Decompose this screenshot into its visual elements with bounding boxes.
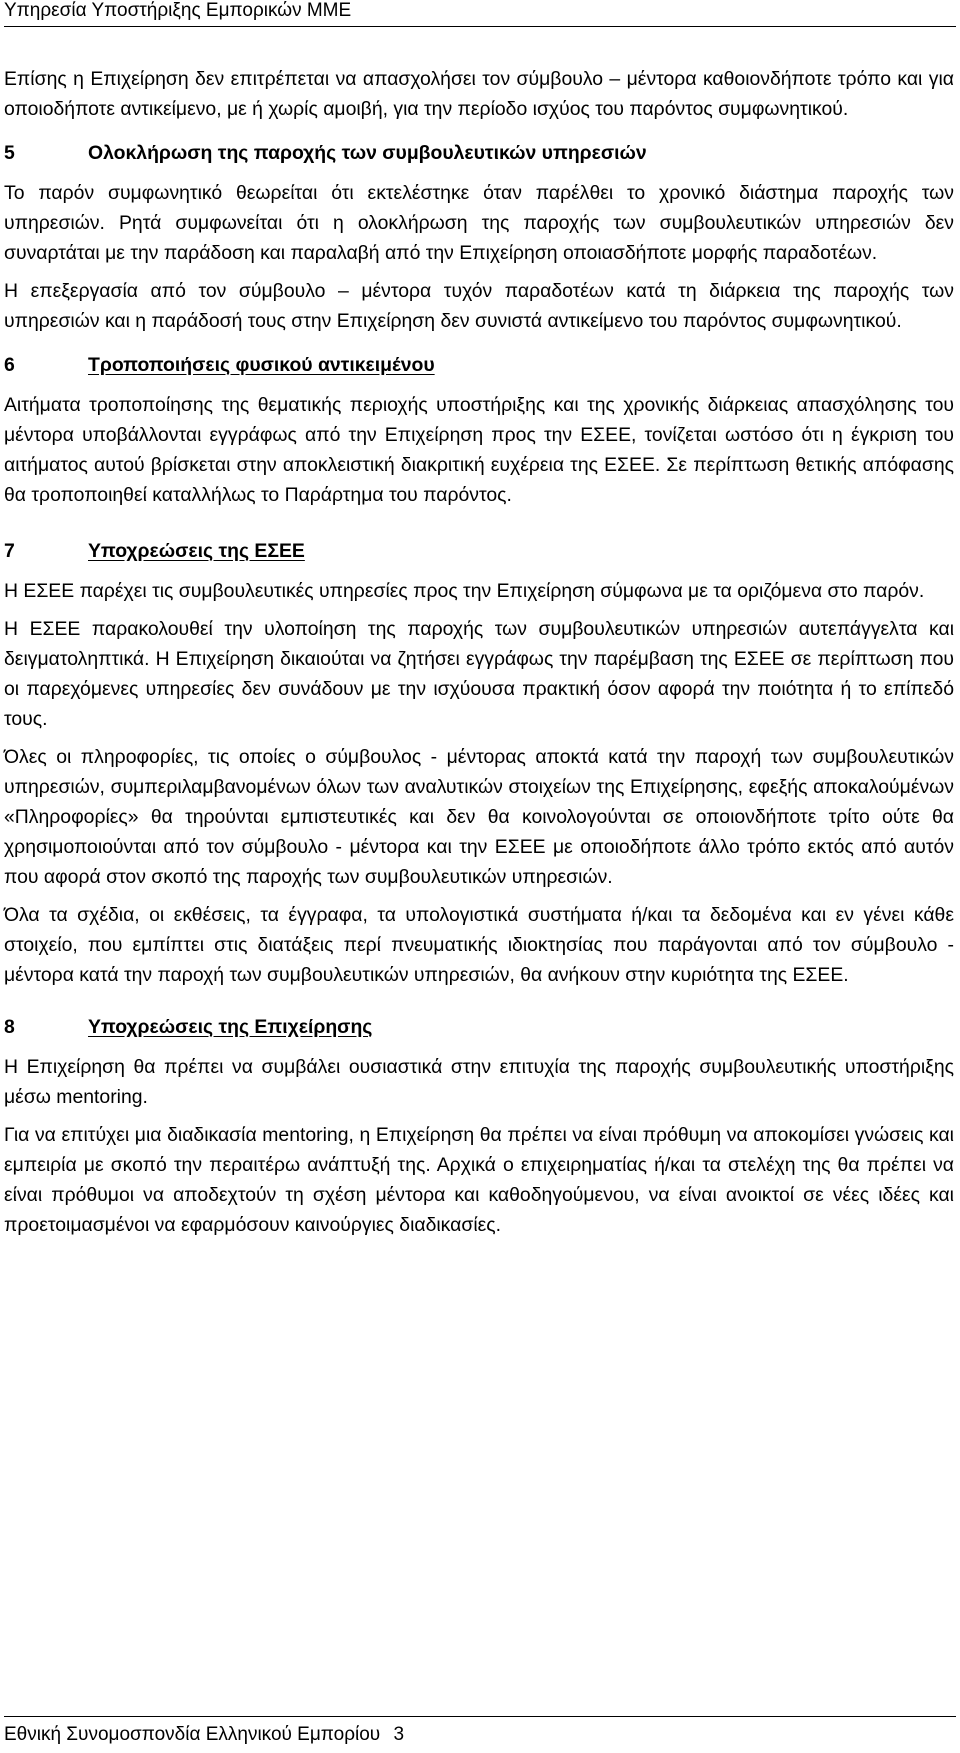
section-number: 5	[4, 142, 15, 164]
section-8-paragraph-1: Η Επιχείρηση θα πρέπει να συμβάλει ουσιαστικά στην επιτυχία της παροχής συμβουλευτικής υποστήριξης μέσω mentoring.	[4, 1056, 954, 1108]
footer-text	[4, 1724, 404, 1746]
section-7-paragraph-2: Η ΕΣΕΕ παρακολουθεί την υλοποίηση της παροχής των συμβουλευτικών υπηρεσιών αυτεπάγγελτα και δειγματοληπτικά. Η Επιχείρηση δικαιούται να ζητήσει εγγράφως την παρέμβαση της ΕΣΕΕ σε περίπτωση που οι παρεχόμενες υπηρεσίες δεν συνάδουν με την ισχύουσα πρακτική όσον αφορά την ποιότητα ή το επίπεδό τους.	[4, 618, 954, 730]
document-body	[4, 64, 954, 1254]
page-number: 3	[393, 1724, 405, 1745]
section-heading-7	[4, 536, 954, 566]
section-8-paragraph-2: Για να επιτύχει μια διαδικασία mentoring, η Επιχείρηση θα πρέπει να είναι πρόθυμη να αποκομίσει γνώσεις και εμπειρία με σκοπό την περαιτέρω ανάπτυξή της. Αρχικά ο επιχειρηματίας ή/και τα στελέχη της θα πρέπει να είναι πρόθυμοι να αποδεχτούν τη σχέση μέντορα και καθοδηγούμενου, να είναι ανοικτοί σε νέες ιδέες και προετοιμασμένοι να εφαρμόσουν καινούργιες διαδικασίες.	[4, 1124, 954, 1236]
section-title: Τροποποιήσεις φυσικού αντικειμένου	[88, 354, 435, 376]
section-title: Υποχρεώσεις της ΕΣΕΕ	[88, 540, 305, 562]
header-title: Υπηρεσία Υποστήριξης Εμπορικών ΜΜΕ	[4, 0, 352, 21]
section-heading-8	[4, 1012, 954, 1042]
section-5-paragraph-1: Το παρόν συμφωνητικό θεωρείται ότι εκτελέστηκε όταν παρέλθει το χρονικό διάστημα παροχής των υπηρεσιών. Ρητά συμφωνείται ότι η ολοκλήρωση της παροχής των συμβουλευτικών υπηρεσιών δεν συναρτάται με την παράδοση και παραλαβή από την Επιχείρηση οποιασδήποτε μορφής παραδοτέων.	[4, 182, 954, 264]
section-6-paragraph-1: Αιτήματα τροποποίησης της θεματικής περιοχής υποστήριξης και της χρονικής διάρκειας απασχόλησης του μέντορα υποβάλλονται εγγράφως από την Επιχείρηση προς την ΕΣΕΕ, τονίζεται ωστόσο ότι η έγκριση του αιτήματος αυτού βρίσκεται στην αποκλειστική διακριτική ευχέρεια της ΕΣΕΕ. Σε περίπτωση θετικής απόφασης θα τροποποιηθεί καταλλήλως το Παράρτημα του παρόντος.	[4, 394, 954, 506]
section-heading-6	[4, 350, 954, 380]
section-title: Ολοκλήρωση της παροχής των συμβουλευτικών υπηρεσιών	[88, 142, 647, 164]
section-number: 8	[4, 1016, 15, 1038]
section-7-paragraph-1: Η ΕΣΕΕ παρέχει τις συμβουλευτικές υπηρεσίες προς την Επιχείρηση σύμφωνα με τα οριζόμενα στο παρόν.	[4, 580, 925, 602]
section-5-paragraph-2: Η επεξεργασία από τον σύμβουλο – μέντορα τυχόν παραδοτέων κατά τη διάρκεια της παροχής των υπηρεσιών και η παράδοσή τους στην Επιχείρηση δεν συνιστά αντικείμενο του παρόντος συμφωνητικού.	[4, 280, 954, 332]
section-7-paragraph-3: Όλες οι πληροφορίες, τις οποίες ο σύμβουλος - μέντορας αποκτά κατά την παροχή των συμβουλευτικών υπηρεσιών, συμπεριλαμβανομένων όλων των αναλυτικών στοιχείων της Επιχείρησης, εφεξής αποκαλούμένων «Πληροφορίες» θα τηρούνται εμπιστευτικές και δεν θα κοινολογούνται σε οποιονδήποτε τρίτο ούτε θα χρησιμοποιούνται από τον σύμβουλο - μέντορα και την ΕΣΕΕ με οποιοδήποτε άλλο τρόπο εκτός από αυτόν που αφορά στον σκοπό της παροχής των συμβουλευτικών υπηρεσιών.	[4, 746, 954, 888]
section-number: 7	[4, 540, 15, 562]
section-7-paragraph-4: Όλα τα σχέδια, οι εκθέσεις, τα έγγραφα, τα υπολογιστικά συστήματα ή/και τα δεδομένα και εν γένει κάθε στοιχείο, που εμπίπτει στις διατάξεις περί πνευματικής ιδιοκτησίας που παράγονται από τον σύμβουλο - μέντορα κατά την παροχή των συμβουλευτικών υπηρεσιών, θα ανήκουν στην κυριότητα της ΕΣΕΕ.	[4, 904, 954, 986]
intro-paragraph: Επίσης η Επιχείρηση δεν επιτρέπεται να απασχολήσει τον σύμβουλο – μέντορα καθοιονδήποτε τρόπο και για οποιοδήποτε αντικείμενο, με ή χωρίς αμοιβή, για την περίοδο ισχύος του παρόντος συμφωνητικού.	[4, 68, 954, 120]
footer-organization: Εθνική Συνομοσπονδία Ελληνικού Εμπορίου	[4, 1724, 381, 1745]
page-header	[4, 0, 956, 27]
section-heading-5	[4, 138, 954, 168]
section-number: 6	[4, 354, 15, 376]
page-footer	[4, 1716, 956, 1745]
section-title: Υποχρεώσεις της Επιχείρησης	[88, 1016, 373, 1038]
